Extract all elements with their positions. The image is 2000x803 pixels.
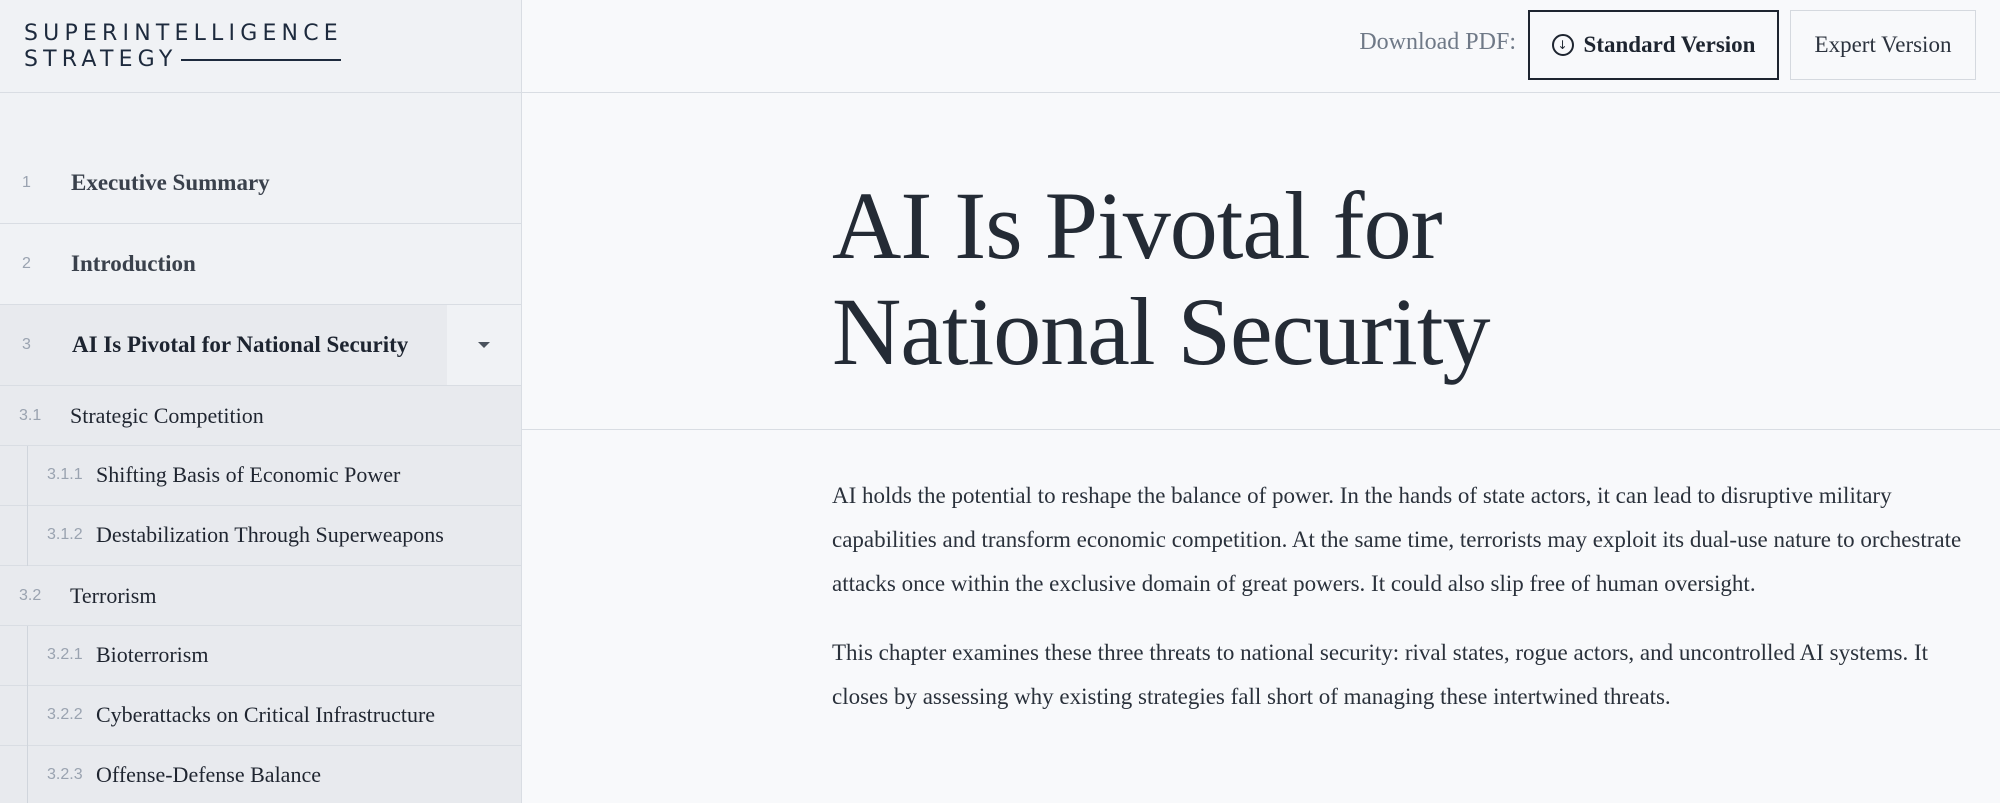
logo-line-1: SUPERINTELLIGENCE (24, 21, 343, 46)
toc-subitem-number: 3.2.2 (47, 706, 83, 723)
toc-subitem-offense-defense[interactable] (0, 746, 521, 803)
body-paragraph: AI holds the potential to reshape the balance of power. In the hands of state actors, it can lead to disruptive military capabilities and transform economic competition. At the same time, terrorists may exploit its dual-use nature to orchestrate attacks once within the exclusive domain of great powers. It could also slip free of human oversight. (832, 483, 1962, 596)
chapter-title-line-2: National Security (832, 278, 1490, 385)
toc-subitem-terrorism[interactable] (0, 566, 521, 626)
toc-nav (0, 143, 521, 803)
chapter-title-line-1: AI Is Pivotal for (832, 172, 1442, 279)
toc-subitem-number: 3.2.1 (47, 646, 83, 663)
expert-version-label: Expert Version (1814, 32, 1952, 57)
toc-item-label: Executive Summary (71, 170, 270, 195)
toc-subitem-label: Shifting Basis of Economic Power (96, 462, 401, 487)
logo-rule (181, 59, 341, 61)
toc-item-label: AI Is Pivotal for National Security (72, 332, 409, 357)
chevron-down-icon (478, 342, 490, 348)
indent-line (27, 506, 28, 566)
download-pdf-label: Download PDF: (1359, 29, 1516, 55)
toc-item-executive-summary[interactable] (0, 143, 521, 224)
toc-item-number: 1 (22, 174, 31, 191)
chapter-title (832, 173, 1489, 385)
standard-version-label: Standard Version (1583, 32, 1756, 57)
standard-version-button[interactable] (1528, 10, 1779, 80)
toc-subitem-label: Strategic Competition (70, 402, 264, 428)
chapter-body (832, 474, 1972, 744)
toc-subitem-number: 3.1 (19, 406, 42, 424)
indent-line (27, 446, 28, 506)
toc-subitem-cyberattacks[interactable] (0, 686, 521, 746)
body-paragraph: This chapter examines these three threats to national security: rival states, rogue actors, and uncontrolled AI systems. It closes by assessing why existing strategies fall short of managing these intertwined threats. (832, 640, 1929, 709)
toc-subitem-label: Cyberattacks on Critical Infrastructure (96, 702, 436, 727)
toc-expand-button[interactable] (447, 305, 521, 385)
indent-line (27, 746, 28, 803)
toc-subitem-label: Bioterrorism (96, 642, 209, 667)
toc-subitem-economic-power[interactable] (0, 446, 521, 506)
indent-line (27, 626, 28, 686)
toc-subitem-strategic-competition[interactable] (0, 386, 521, 446)
toc-subitem-number: 3.1.1 (47, 466, 83, 483)
indent-line (27, 686, 28, 746)
toc-item-introduction[interactable] (0, 224, 521, 305)
toc-subitem-superweapons[interactable] (0, 506, 521, 566)
toc-item-label: Introduction (71, 251, 196, 276)
toc-subitem-bioterrorism[interactable] (0, 626, 521, 686)
toc-subitem-label: Offense-Defense Balance (96, 762, 321, 787)
toc-item-number: 2 (22, 255, 31, 272)
toc-item-ai-pivotal[interactable] (0, 305, 521, 386)
expert-version-button[interactable] (1790, 10, 1976, 80)
chapter-title-section (522, 93, 2000, 430)
site-logo[interactable] (0, 0, 521, 93)
toc-subitem-label: Destabilization Through Superweapons (96, 522, 444, 547)
logo-line-2: STRATEGY (24, 47, 178, 72)
toc-subitem-label: Terrorism (70, 582, 157, 608)
download-circle-icon: ↓ (1552, 34, 1574, 56)
toc-subitem-number: 3.2.3 (47, 766, 83, 783)
toc-subitem-number: 3.2 (19, 586, 42, 604)
toc-item-number: 3 (22, 336, 31, 353)
toc-subitem-number: 3.1.2 (47, 526, 83, 543)
